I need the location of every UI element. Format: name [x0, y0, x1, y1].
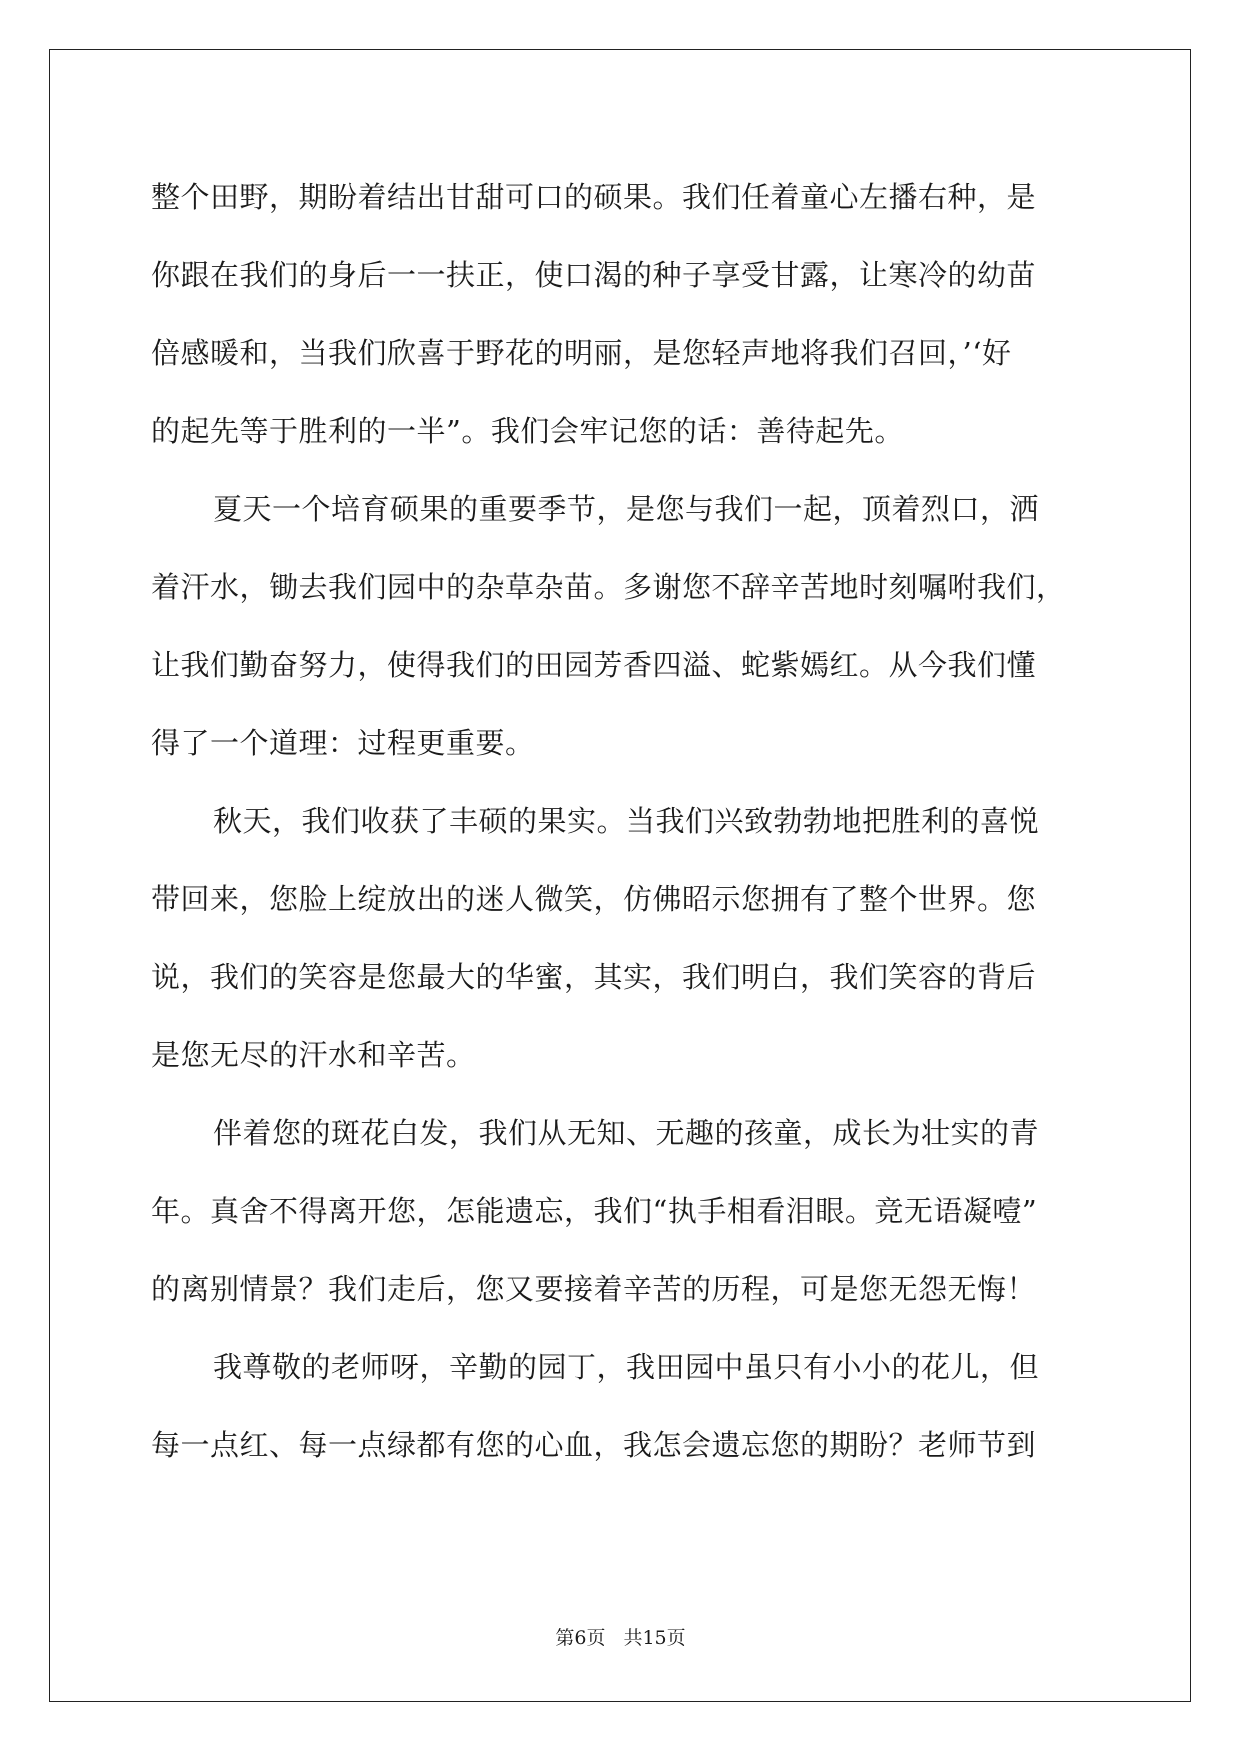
text-line: 年。真舍不得离开您，怎能遗忘，我们“执手相看泪眼。竞无语凝噎”	[151, 1194, 1038, 1228]
text-line: 得了一个道理：过程更重要。	[151, 726, 535, 760]
text-line: 伴着您的斑花白发，我们从无知、无趣的孩童，成长为壮实的青	[213, 1116, 1040, 1150]
text-line: 秋天，我们收获了丰硕的果实。当我们兴致勃勃地把胜利的喜悦	[213, 804, 1040, 838]
text-line: 你跟在我们的身后一一扶正，使口渴的种子享受甘露，让寒冷的幼苗	[151, 258, 1037, 292]
text-line: 是您无尽的汗水和辛苦。	[151, 1038, 476, 1072]
text-line: 夏天一个培育硕果的重要季节，是您与我们一起，顶着烈口，洒	[213, 492, 1040, 526]
text-line: 说，我们的笑容是您最大的华蜜，其实，我们明白，我们笑容的背后	[151, 960, 1037, 994]
text-line: 带回来，您脸上绽放出的迷人微笑，仿佛昭示您拥有了整个世界。您	[151, 882, 1037, 916]
text-line: 我尊敬的老师呀，辛勤的园丁，我田园中虽只有小小的花儿，但	[213, 1350, 1040, 1384]
document-body	[151, 158, 1091, 1484]
text-line: 倍感暖和，当我们欣喜于野花的明丽，是您轻声地将我们召回，’‘好	[151, 336, 1012, 370]
text-line: 让我们勤奋努力，使得我们的田园芳香四溢、蛇紫嫣红。从今我们懂	[151, 648, 1037, 682]
page-total: 共15页	[623, 1627, 686, 1649]
text-line: 每一点红、每一点绿都有您的心血，我怎会遗忘您的期盼？老师节到	[151, 1428, 1037, 1462]
text-line: 的离别情景？我们走后，您又要接着辛苦的历程，可是您无怨无悔！	[151, 1272, 1037, 1306]
page-number: 第6页	[555, 1627, 606, 1649]
text-line: 的起先等于胜利的一半”。我们会牢记您的话：善待起先。	[151, 414, 904, 448]
page-footer	[0, 1626, 1241, 1650]
text-line: 整个田野，期盼着结出甘甜可口的硕果。我们任着童心左播右种，是	[151, 180, 1037, 214]
text-line: 着汗水，锄去我们园中的杂草杂苗。多谢您不辞辛苦地时刻嘱咐我们，	[151, 570, 1066, 604]
